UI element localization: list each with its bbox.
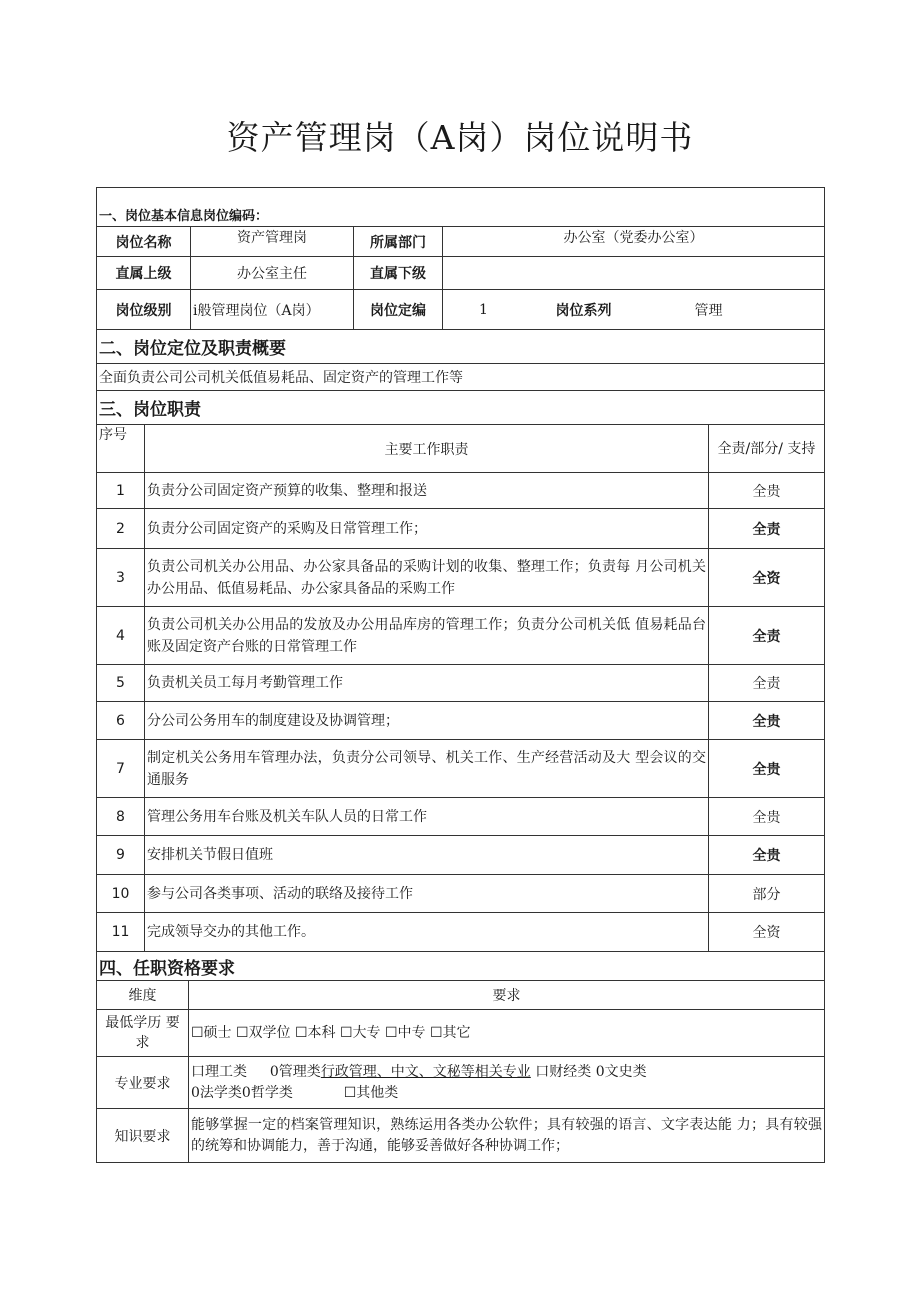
duty-text: 负责公司机关办公用品、办公家具备品的采购计划的收集、整理工作；负责每 月公司机关办公用品、低值易耗品、办公家具备品的采购工作 — [145, 549, 709, 607]
direct-superior-label: 直属上级 — [97, 257, 191, 290]
basic-info-table — [96, 187, 825, 425]
duty-text: 完成领导交办的其他工作。 — [145, 913, 709, 952]
duty-responsibility: 全贵 — [709, 740, 825, 798]
duty-no: 9 — [97, 836, 145, 875]
duty-row — [97, 665, 825, 702]
duty-row — [97, 836, 825, 875]
section3-heading: 三、岗位职责 — [97, 391, 825, 425]
duty-text: 制定机关公务用车管理办法，负责分公司领导、机关工作、生产经营活动及大 型会议的交通服务 — [145, 740, 709, 798]
duty-no: 5 — [97, 665, 145, 702]
major-options-b: 口财经类 0文史类 — [530, 1063, 647, 1080]
duty-row — [97, 875, 825, 913]
duty-no: 11 — [97, 913, 145, 952]
position-name-value: 资产管理岗 — [191, 227, 354, 257]
duty-no: 6 — [97, 702, 145, 740]
department-label: 所属部门 — [354, 227, 443, 257]
education-label: 最低学历 要求 — [97, 1010, 189, 1057]
major-options-a: 口理工类 0管理类 — [191, 1063, 321, 1080]
duty-responsibility: 部分 — [709, 875, 825, 913]
duty-responsibility: 全资 — [709, 549, 825, 607]
knowledge-label: 知识要求 — [97, 1109, 189, 1163]
duty-text: 负责分公司固定资产的采购及日常管理工作； — [145, 509, 709, 549]
col-header-duty: 主要工作职责 — [145, 425, 709, 473]
duty-row — [97, 740, 825, 798]
duty-text: 安排机关节假日值班 — [145, 836, 709, 875]
department-value: 办公室（党委办公室） — [443, 227, 825, 257]
page-title: 资产管理岗（A岗）岗位说明书 — [226, 118, 694, 157]
duty-row — [97, 913, 825, 952]
duty-text: 管理公务用车台账及机关车队人员的日常工作 — [145, 798, 709, 836]
position-level-label: 岗位级别 — [97, 290, 191, 330]
duty-row — [97, 798, 825, 836]
headcount-value: 1 — [443, 290, 533, 330]
position-summary: 全面负责公司公司机关低值易耗品、固定资产的管理工作等 — [97, 364, 825, 391]
position-series-label: 岗位系列 — [533, 290, 635, 330]
position-level-value: i般管理岗位（A岗） — [191, 290, 354, 330]
duty-no: 10 — [97, 875, 145, 913]
duty-responsibility: 全贵 — [709, 798, 825, 836]
direct-subordinate-value — [443, 257, 825, 290]
col-header-dimension: 维度 — [97, 981, 189, 1010]
duty-text: 负责分公司固定资产预算的收集、整理和报送 — [145, 473, 709, 509]
duty-responsibility: 全责 — [709, 509, 825, 549]
duty-responsibility: 全贵 — [709, 702, 825, 740]
knowledge-requirement: 能够掌握一定的档案管理知识，熟练运用各类办公软件；具有较强的语言、文字表达能 力；具有较强的统筹和协调能力，善于沟通，能够妥善做好各种协调工作； — [189, 1109, 825, 1163]
duty-row — [97, 549, 825, 607]
major-specified-fields: 行政管理、中文、文秘等相关专业 — [320, 1063, 531, 1080]
duties-table — [96, 424, 825, 952]
duty-no: 7 — [97, 740, 145, 798]
headcount-label: 岗位定编 — [354, 290, 443, 330]
duty-no: 8 — [97, 798, 145, 836]
job-description-form — [96, 187, 824, 1163]
duty-text: 负责机关员工每月考勤管理工作 — [145, 665, 709, 702]
section2-heading: 二、岗位定位及职责概要 — [97, 330, 825, 364]
duty-responsibility: 全责 — [709, 665, 825, 702]
major-requirement — [189, 1057, 825, 1109]
duty-responsibility: 全资 — [709, 913, 825, 952]
qualification-table — [96, 951, 825, 1163]
duty-responsibility: 全贵 — [709, 836, 825, 875]
major-label: 专业要求 — [97, 1057, 189, 1109]
duty-row — [97, 702, 825, 740]
duty-row — [97, 509, 825, 549]
duty-row — [97, 607, 825, 665]
position-series-value: 管理 — [635, 290, 825, 330]
major-options-line2: 0法学类0哲学类 ☐其他类 — [191, 1084, 399, 1101]
section1-heading: 一、岗位基本信息岗位编码： — [97, 188, 825, 227]
col-header-responsibility: 全责/部分/ 支持 — [709, 425, 825, 473]
col-header-requirement: 要求 — [189, 981, 825, 1010]
duty-responsibility: 全责 — [709, 607, 825, 665]
duty-no: 2 — [97, 509, 145, 549]
duty-responsibility: 全贵 — [709, 473, 825, 509]
position-name-label: 岗位名称 — [97, 227, 191, 257]
direct-superior-value: 办公室主任 — [191, 257, 354, 290]
duty-text: 参与公司各类事项、活动的联络及接待工作 — [145, 875, 709, 913]
direct-subordinate-label: 直属下级 — [354, 257, 443, 290]
duty-no: 4 — [97, 607, 145, 665]
col-header-no: 序号 — [97, 425, 145, 473]
duty-row — [97, 473, 825, 509]
duty-no: 3 — [97, 549, 145, 607]
duty-text: 分公司公务用车的制度建设及协调管理； — [145, 702, 709, 740]
section4-heading: 四、任职资格要求 — [97, 952, 825, 981]
education-options: ☐硕士 ☐双学位 ☐本科 ☐大专 ☐中专 ☐其它 — [189, 1010, 825, 1057]
duty-text: 负责公司机关办公用品的发放及办公用品库房的管理工作；负责分公司机关低 值易耗品台账及固定资产台账的日常管理工作 — [145, 607, 709, 665]
duty-no: 1 — [97, 473, 145, 509]
